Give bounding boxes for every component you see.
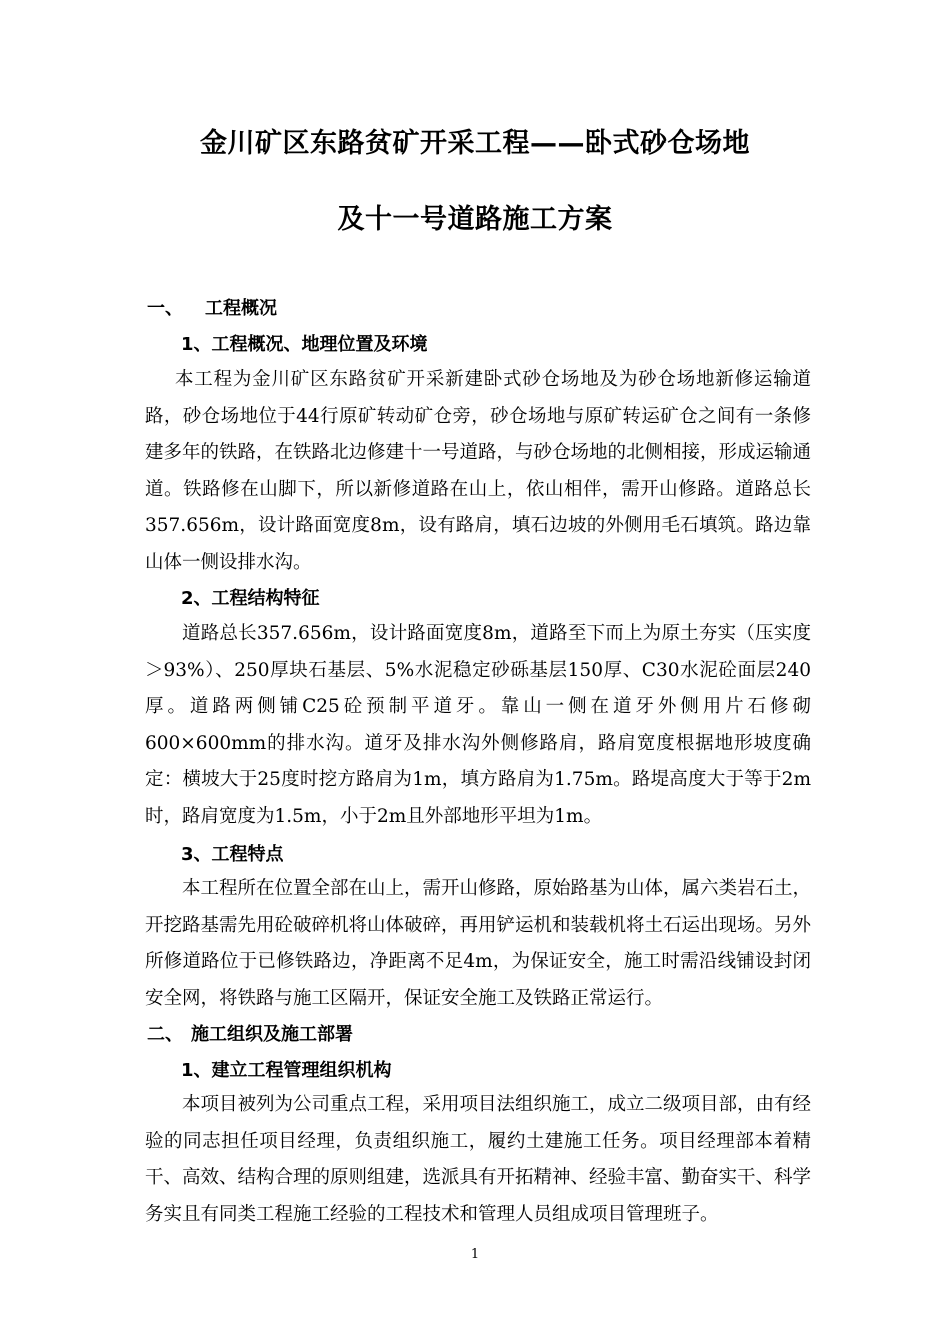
- section-1-heading: [147, 296, 277, 322]
- section-2-title: 施工组织及施工部署: [191, 1024, 353, 1045]
- subsection-2-1-paragraph: 本项目被列为公司重点工程，采用项目法组织施工，成立二级项目部，由有经验的同志担任项目经理，负责组织施工，履约土建施工任务。项目经理部本着精干、高效、结构合理的原则组建，选派具有开拓精神、经验丰富、勤奋实干、科学务实且有同类工程施工经验的工程技术和管理人员组成项目管理班子。: [145, 1094, 812, 1225]
- subsection-1-1-paragraph: 本工程为金川矿区东路贫矿开采新建卧式砂仓场地及为砂仓场地新修运输道路，砂仓场地位于44行原矿转动矿仓旁，砂仓场地与原矿转运矿仓之间有一条修建多年的铁路，在铁路北边修建十一号道路，与砂仓场地的北侧相接，形成运输通道。铁路修在山脚下，所以新修道路在山上，依山相伴，需开山修路。道路总长357.656m，设计路面宽度8m，设有路肩，填石边坡的外侧用毛石填筑。路边靠山体一侧设排水沟。: [145, 369, 812, 573]
- subsection-1-2-paragraph: 道路总长357.656m，设计路面宽度8m，道路至下而上为原土夯实（压实度＞93%）、250厚块石基层、5%水泥稳定砂砾基层150厚、C30水泥砼面层240厚。道路两侧铺C25砼预制平道牙。靠山一侧在道牙外侧用片石修砌600×600mm的排水沟。道牙及排水沟外侧修路肩，路肩宽度根据地形坡度确定：横坡大于25度时挖方路肩为1m，填方路肩为1.75m。路堤高度大于等于2m时，路肩宽度为1.5m，小于2m且外部地形平坦为1m。: [145, 623, 811, 827]
- subsection-1-1-heading: 1、工程概况、地理位置及环境: [181, 334, 428, 355]
- section-2-heading: [147, 1022, 353, 1048]
- subsection-1-2-heading: 2、工程结构特征: [181, 588, 320, 609]
- subsection-1-3-paragraph: 本工程所在位置全部在山上，需开山修路，原始路基为山体，属六类岩石土，开挖路基需先用砼破碎机将山体破碎，再用铲运机和装载机将土石运出现场。另外所修道路位于已修铁路边，净距离不足4m，为保证安全，施工时需沿线铺设封闭安全网，将铁路与施工区隔开，保证安全施工及铁路正常运行。: [145, 878, 812, 1009]
- document-title-line-2: 及十一号道路施工方案: [337, 204, 613, 235]
- subsection-2-1-heading: 1、建立工程管理组织机构: [181, 1060, 392, 1081]
- section-1-number: 一、: [147, 298, 183, 319]
- subsection-1-3-heading: 3、工程特点: [181, 844, 284, 865]
- section-1-title: 工程概况: [205, 298, 277, 319]
- section-2-number: 二、: [147, 1024, 183, 1045]
- page-number: 1: [470, 1247, 480, 1262]
- document-title-line-1: 金川矿区东路贫矿开采工程——卧式砂仓场地: [200, 128, 750, 159]
